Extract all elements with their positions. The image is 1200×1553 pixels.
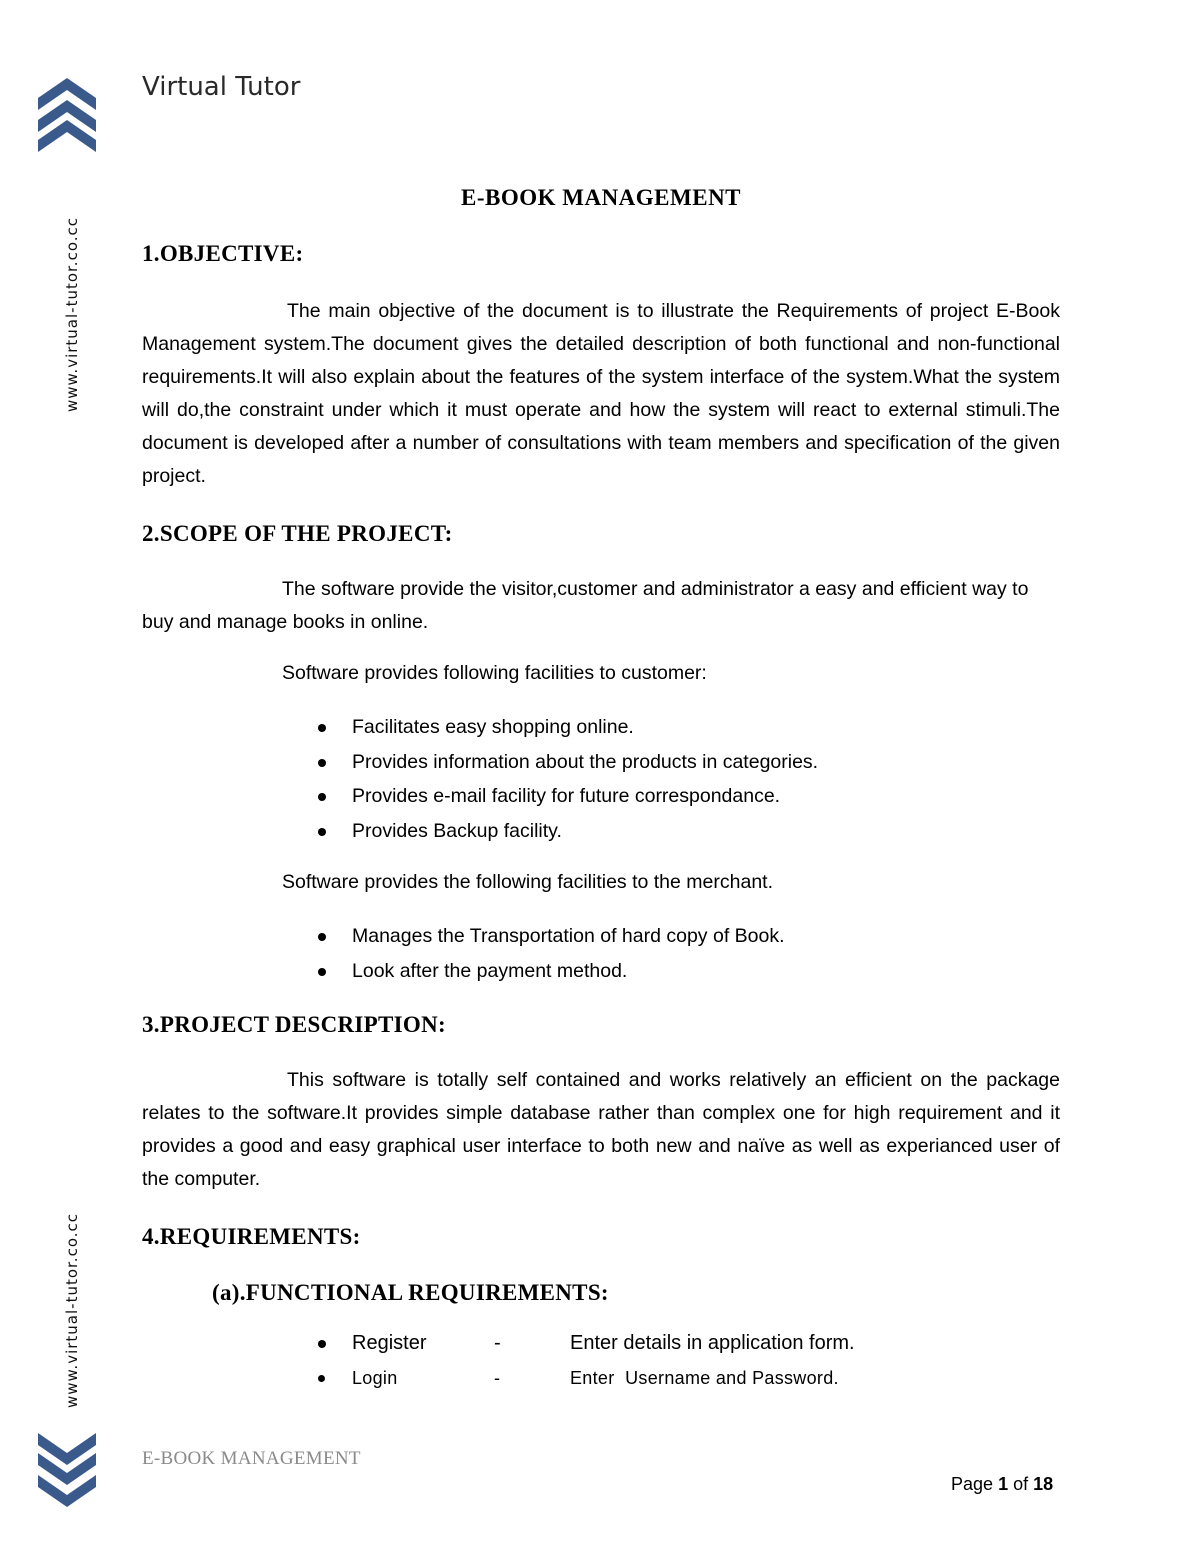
bullet-icon — [318, 828, 326, 836]
bullet-icon — [318, 968, 326, 976]
bullet-icon — [318, 759, 326, 767]
footer-title: E-BOOK MANAGEMENT — [142, 1448, 361, 1469]
list-item: Provides information about the products in categories. — [142, 745, 1060, 780]
list-item: Login - Enter Username and Password. — [142, 1361, 1060, 1396]
requirements-heading: 4.REQUIREMENTS: — [142, 1224, 361, 1249]
bullet-icon — [318, 933, 326, 941]
objective-paragraph: The main objective of the document is to illustrate the Requirements of project E-Book Management system.The document gives the detailed description of both functional and non-functional requirements.It will also explain about the features of the system interface of the system.What the system will do,the constraint under which it must operate and how the system will react to external stimuli.The document is developed after a number of consultations with team members and specification of the given project. — [142, 300, 1060, 487]
document-title: E-BOOK MANAGEMENT — [460, 185, 742, 210]
description-heading: 3.PROJECT DESCRIPTION: — [142, 1012, 446, 1037]
chevron-down-logo-icon — [38, 1433, 96, 1507]
bullet-icon — [318, 1375, 325, 1382]
brand-name: Virtual Tutor — [142, 72, 301, 102]
bullet-icon — [318, 1340, 326, 1348]
merchant-facilities-list — [142, 919, 1060, 988]
bullet-icon — [318, 793, 326, 801]
description-paragraph: This software is totally self contained and works relatively an efficient on the package relates to the software.It provides simple database rather than complex one for high requirement and it provides a good and easy graphical user interface to both new and naïve as well as experianced user of the computer. — [142, 1069, 1060, 1190]
customer-facilities-list — [142, 710, 1060, 848]
scope-heading: 2.SCOPE OF THE PROJECT: — [142, 521, 453, 546]
customer-facilities-lead: Software provides following facilities to customer: — [282, 662, 707, 684]
functional-requirements-heading: (a).FUNCTIONAL REQUIREMENTS: — [212, 1280, 609, 1305]
list-item: Facilitates easy shopping online. — [142, 710, 1060, 745]
merchant-facilities-lead: Software provides the following facilities to the merchant. — [282, 871, 773, 893]
side-url-top: www.virtual-tutor.co.cc — [63, 217, 81, 412]
bullet-icon — [318, 724, 326, 732]
chevron-up-logo-icon — [38, 78, 96, 152]
page-number: Page 1 of 18 — [951, 1474, 1054, 1494]
functional-requirements-list — [142, 1326, 1060, 1395]
list-item: Provides e-mail facility for future correspondance. — [142, 779, 1060, 814]
list-item: Manages the Transportation of hard copy of Book. — [142, 919, 1060, 954]
objective-heading: 1.OBJECTIVE: — [142, 241, 304, 266]
side-url-bottom: www.virtual-tutor.co.cc — [63, 1213, 81, 1408]
list-item: Provides Backup facility. — [142, 814, 1060, 849]
document-body — [142, 185, 1060, 1395]
scope-paragraph: The software provide the visitor,customer and administrator a easy and efficient way to buy and manage books in online. — [142, 578, 1029, 633]
list-item: Register - Enter details in application form. — [142, 1326, 1060, 1361]
list-item: Look after the payment method. — [142, 954, 1060, 989]
